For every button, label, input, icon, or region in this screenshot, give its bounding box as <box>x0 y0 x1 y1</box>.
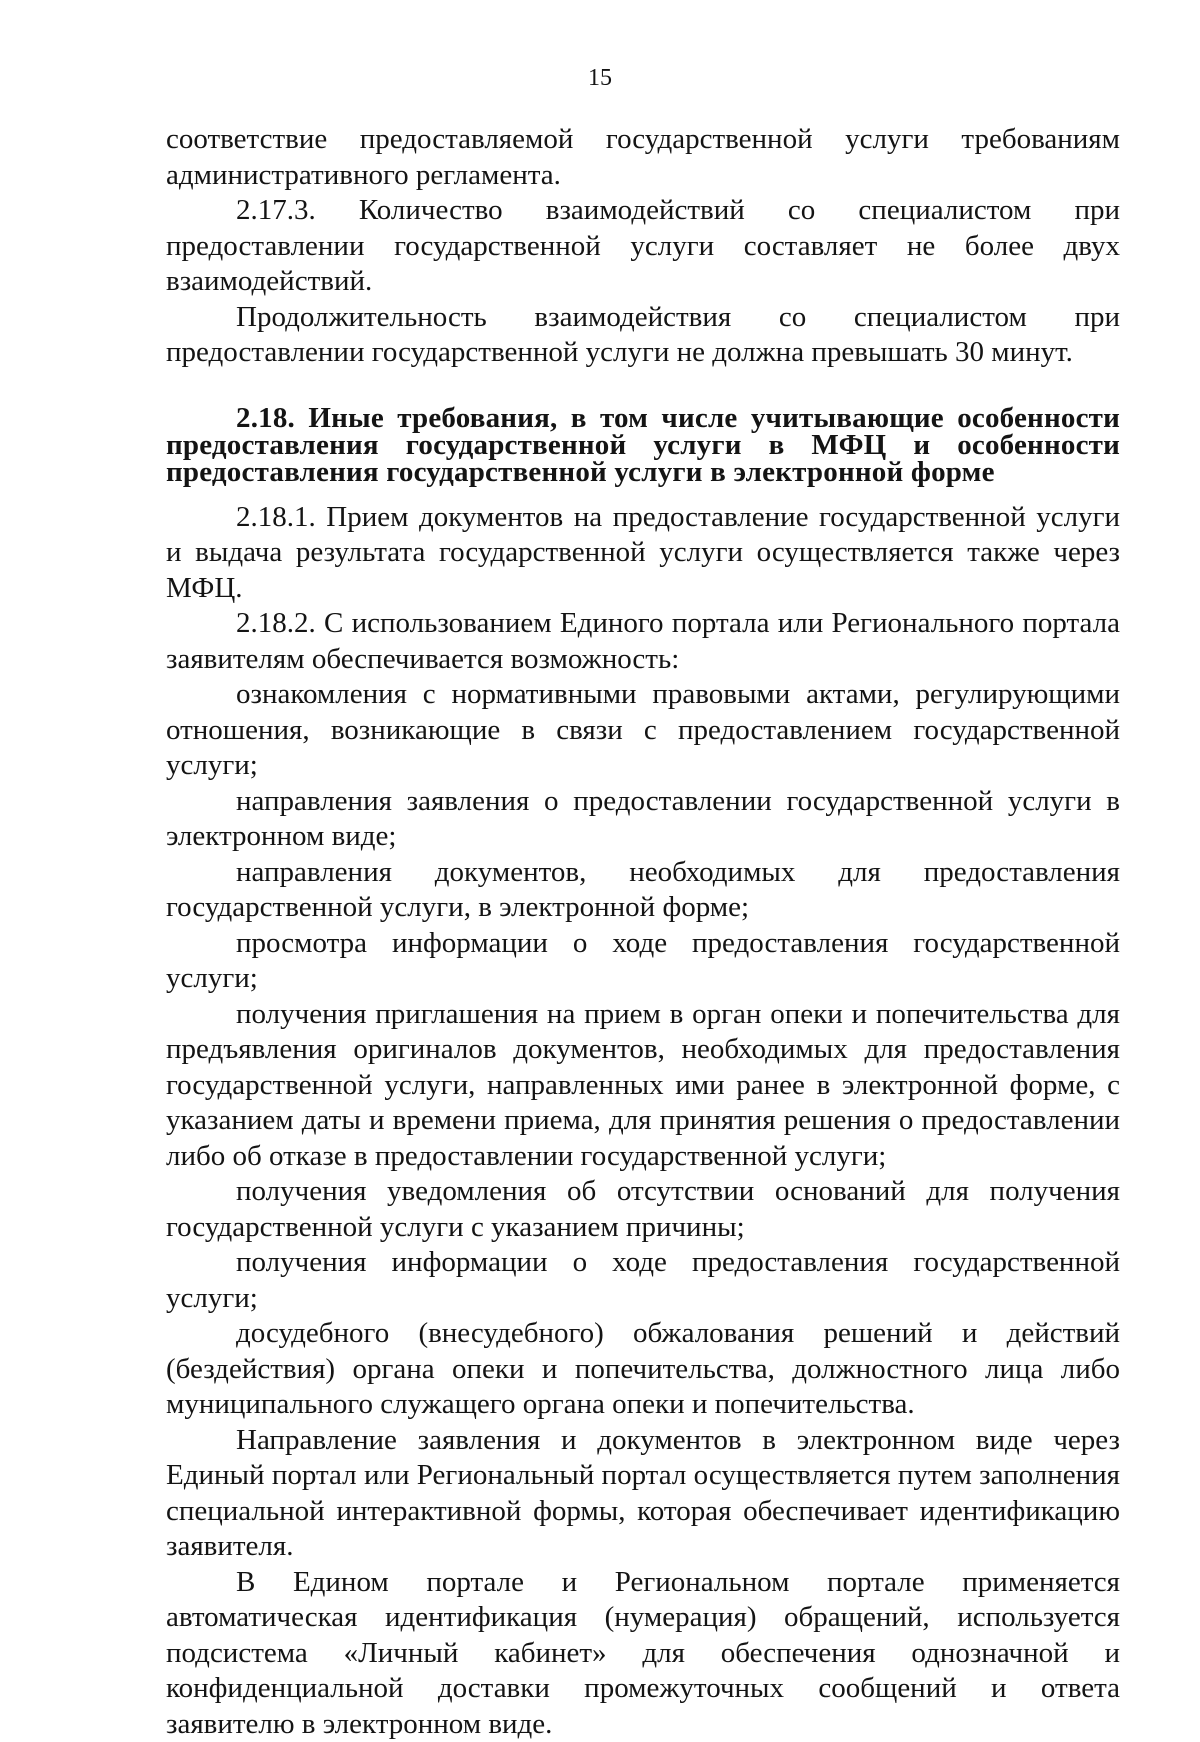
paragraph-interaction-duration: Продолжительность взаимодействия со специалистом при предоставлении государственной услуги не должна превышать 30 минут. <box>166 300 1120 371</box>
paragraph-automatic-identification: В Едином портале и Региональном портале применяется автоматическая идентификация (нумерация) обращений, используется подсистема «Личный кабинет» для обеспечения однозначной и конфиденциальной доставки промежуточных сообщений и ответа заявителю в электронном виде. <box>166 1565 1120 1742</box>
paragraph-2-17-3: 2.17.3. Количество взаимодействий со специалистом при предоставлении государственной услуги составляет не более двух взаимодействий. <box>166 193 1120 300</box>
list-item-application-submission: направления заявления о предоставлении государственной услуги в электронном виде; <box>166 784 1120 855</box>
list-item-notification: получения уведомления об отсутствии оснований для получения государственной услуги с указанием причины; <box>166 1174 1120 1245</box>
paragraph-continuation: соответствие предоставляемой государственной услуги требованиям административного регламента. <box>166 122 1120 193</box>
list-item-appeal: досудебного (внесудебного) обжалования решений и действий (бездействия) органа опеки и попечительства, должностного лица либо муниципального служащего органа опеки и попечительства. <box>166 1316 1120 1423</box>
list-item-familiarization: ознакомления с нормативными правовыми актами, регулирующими отношения, возникающие в связи с предоставлением государственной услуги; <box>166 677 1120 784</box>
list-item-progress-view: просмотра информации о ходе предоставления государственной услуги; <box>166 926 1120 997</box>
paragraph-2-18-1: 2.18.1. Прием документов на предоставление государственной услуги и выдача результата государственной услуги осуществляется также через МФЦ. <box>166 500 1120 607</box>
list-item-documents-submission: направления документов, необходимых для предоставления государственной услуги, в электронной форме; <box>166 855 1120 926</box>
section-heading-2-18: 2.18. Иные требования, в том числе учитывающие особенности предоставления государственной услуги в МФЦ и особенности предоставления государственной услуги в электронной форме <box>166 405 1120 486</box>
page-number: 15 <box>0 64 1200 92</box>
list-item-progress-info: получения информации о ходе предоставления государственной услуги; <box>166 1245 1120 1316</box>
document-body <box>166 122 1120 1742</box>
list-item-invitation: получения приглашения на прием в орган опеки и попечительства для предъявления оригиналов документов, необходимых для предоставления государственной услуги, направленных ими ранее в электронной форме, с указанием даты и времени приема, для принятия решения о предоставлении либо об отказе в предоставлении государственной услуги; <box>166 997 1120 1175</box>
paragraph-electronic-submission: Направление заявления и документов в электронном виде через Единый портал или Региональный портал осуществляется путем заполнения специальной интерактивной формы, которая обеспечивает идентификацию заявителя. <box>166 1423 1120 1565</box>
paragraph-2-18-2: 2.18.2. С использованием Единого портала или Регионального портала заявителям обеспечивается возможность: <box>166 606 1120 677</box>
